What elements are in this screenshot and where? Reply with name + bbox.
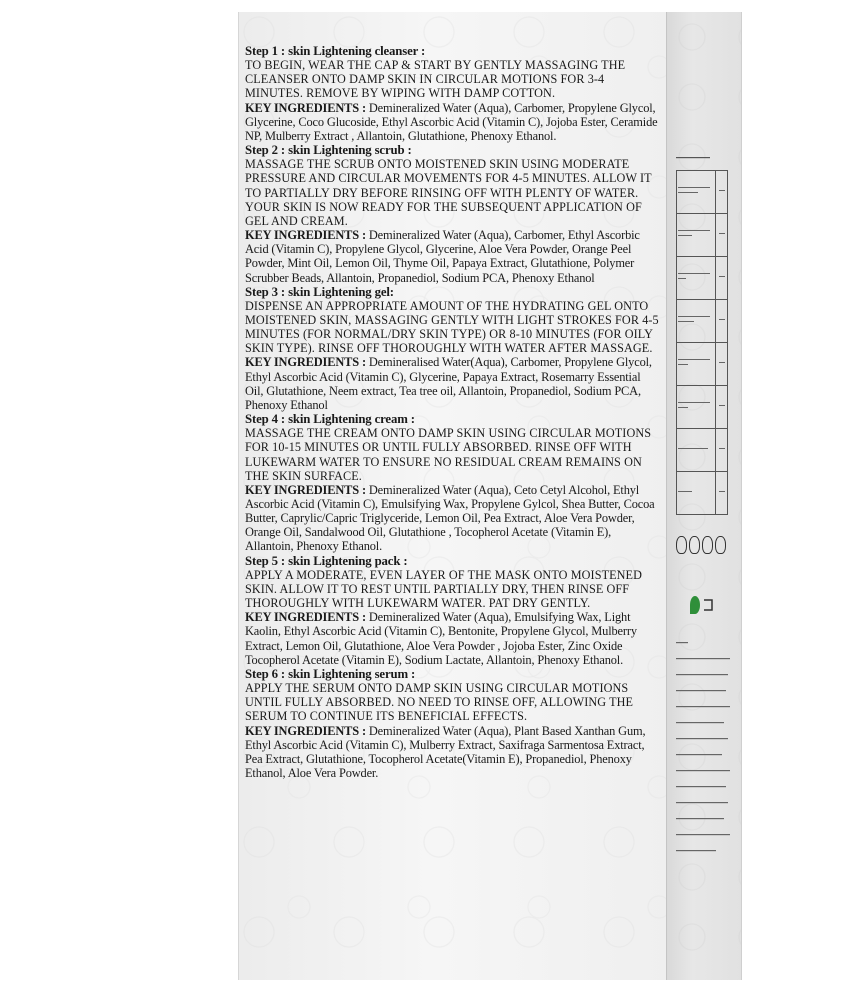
step-3-section: [245, 285, 660, 412]
side-fine-print: [676, 640, 732, 870]
step-6-section: [245, 667, 660, 780]
symbol-icon: [715, 536, 726, 554]
step-1-section: [245, 44, 660, 143]
ingredients-list: Demineralized Water (Aqua), Emulsifying Wax, Light Kaolin, Ethyl Ascorbic Acid (Vitamin C), Bentonite, Propylene Glycol, Mulberry Extract, Lemon Oil, Glutathione, Aloe Vera Powder , Jojoba Ester, Zinc Oxide Tocopherol Acetate (Vitamin E), Sodium Lactate, Allantoin, Phenoxy Ethanol.: [245, 610, 637, 667]
ingredients-list: Demineralized Water (Aqua), Ceto Cetyl Alcohol, Ethyl Ascorbic Acid (Vitamin C), Emulsifying Wax, Propylene Gylcol, Shea Butter, Cocoa Butter, Caprylic/Capric Triglyceride, Lemon Oil, Pea Extract, Aloe Vera Powder, Orange Oil, Sandalwood Oil, Glutathione , Tocopherol Acetate (Vitamin E), Allantoin, Phenoxy Ethanol.: [245, 482, 655, 554]
table-cell: [716, 257, 728, 300]
ingredients-label: KEY INGREDIENTS :: [245, 355, 366, 370]
ingredients-label: KEY INGREDIENTS :: [245, 482, 366, 497]
step-instructions: TO BEGIN, WEAR THE CAP & START BY GENTLY MASSAGING THE CLEANSER ONTO DAMP SKIN IN CIRCULAR MOTIONS FOR 3-4 MINUTES. REMOVE BY WIPING WITH DAMP COTTON.: [245, 58, 626, 101]
table-row: [677, 257, 728, 300]
leaf-icon: [690, 596, 700, 614]
table-cell: [716, 472, 728, 515]
recycle-icon: [690, 592, 720, 618]
table-row: [677, 472, 728, 515]
step-ingredients: [245, 724, 660, 781]
ingredients-label: KEY INGREDIENTS :: [245, 610, 366, 625]
step-instructions: MASSAGE THE CREAM ONTO DAMP SKIN USING CIRCULAR MOTIONS FOR 10-15 MINUTES OR UNTIL FULLY ABSORBED. RINSE OFF WITH LUKEWARM WATER TO ENSURE NO RESIDUAL CREAM REMAINS ON THE SKIN SURFACE.: [245, 426, 652, 483]
step-title: Step 4 : skin Lightening cream :: [245, 412, 415, 427]
table-cell: [677, 214, 716, 257]
table-cell: [716, 343, 728, 386]
side-header-fine-print: [676, 154, 726, 162]
directions-text: [245, 44, 660, 780]
recycle-mark-icon: [702, 597, 714, 613]
table-row: [677, 171, 728, 214]
symbol-icon: [676, 536, 687, 554]
ingredients-list: Demineralized Water (Aqua), Plant Based Xanthan Gum, Ethyl Ascorbic Acid (Vitamin C), Mulberry Extract, Saxifraga Sarmentosa Extract, Pea Extract, Glutathione, Tocopherol Acetate(Vitamin E), Propanediol, Phenoxy Ethanol, Aloe Vera Powder.: [245, 723, 646, 780]
step-instructions: MASSAGE THE SCRUB ONTO MOISTENED SKIN USING MODERATE PRESSURE AND CIRCULAR MOVEMENTS FOR 4-5 MINUTES. ALLOW IT TO PARTIALLY DRY BEFORE RINSING OFF WITH PLENTY OF WATER. YOUR SKIN IS NOW READY FOR THE SUBSEQUENT APPLICATION OF GEL AND CREAM.: [245, 157, 652, 228]
step-ingredients: [245, 355, 660, 412]
table-cell: [716, 386, 728, 429]
step-title: Step 2 : skin Lightening scrub :: [245, 143, 412, 158]
step-instructions: DISPENSE AN APPROPRIATE AMOUNT OF THE HYDRATING GEL ONTO MOISTENED SKIN, MASSAGING GENTLY WITH LIGHT STROKES FOR 4-5 MINUTES (FOR NORMAL/DRY SKIN TYPE) OR 8-10 MINUTES (FOR OILY SKIN TYPE). RINSE OFF THOROUGHLY WITH WATER AFTER MASSAGE.: [245, 298, 659, 356]
table-cell: [677, 429, 716, 472]
step-ingredients: [245, 228, 660, 285]
symbol-icon: [689, 536, 700, 554]
table-cell: [677, 300, 716, 343]
table-cell: [677, 343, 716, 386]
step-ingredients: [245, 101, 660, 143]
step-4-section: [245, 412, 660, 554]
table-cell: [716, 300, 728, 343]
table-cell: [677, 171, 716, 214]
step-5-section: [245, 554, 660, 667]
table-cell: [677, 472, 716, 515]
table-cell: [677, 386, 716, 429]
table-cell: [716, 214, 728, 257]
step-instructions: APPLY A MODERATE, EVEN LAYER OF THE MASK ONTO MOISTENED SKIN. ALLOW IT TO REST UNTIL PARTIALLY DRY, THEN RINSE OFF THOROUGHLY WITH LUKEWARM WATER. PAT DRY GENTLY.: [245, 567, 643, 611]
kit-contents-table: [676, 170, 728, 515]
care-symbols: [676, 534, 730, 556]
table-cell: [677, 257, 716, 300]
step-2-section: [245, 143, 660, 285]
ingredients-list: Demineralized Water (Aqua), Carbomer, Ethyl Ascorbic Acid (Vitamin C), Propylene Glycol, Glycerine, Aloe Vera Powder, Orange Peel Powder, Mint Oil, Lemon Oil, Thyme Oil, Papaya Extract, Glutathione, Polymer Scrubber Beads, Allantoin, Propanediol, Sodium PCA, Phenoxy Ethanol: [245, 228, 640, 285]
table-cell: [716, 429, 728, 472]
step-ingredients: [245, 610, 660, 667]
ingredients-label: KEY INGREDIENTS :: [245, 100, 366, 115]
table-row: [677, 429, 728, 472]
step-instructions: APPLY THE SERUM ONTO DAMP SKIN USING CIRCULAR MOTIONS UNTIL FULLY ABSORBED. NO NEED TO RINSE OFF, ALLOWING THE SERUM TO CONTINUE ITS BENEFICIAL EFFECTS.: [245, 681, 634, 724]
step-ingredients: [245, 483, 660, 554]
table-row: [677, 300, 728, 343]
ingredients-label: KEY INGREDIENTS :: [245, 723, 366, 738]
step-title: Step 6 : skin Lightening serum :: [245, 666, 416, 681]
table-row: [677, 386, 728, 429]
ingredients-label: KEY INGREDIENTS :: [245, 228, 366, 243]
ingredients-list: Demineralised Water(Aqua), Carbomer, Propylene Glycol, Ethyl Ascorbic Acid (Vitamin C), Glycerine, Papaya Extract, Rosemarry Essential Oil, Glutathione, Neem extract, Tea tree oil, Allantoin, Propanediol, Sodium PCA, Phenoxy Ethanol: [245, 355, 652, 412]
symbol-icon: [702, 536, 713, 554]
table-row: [677, 343, 728, 386]
ingredients-list: Demineralized Water (Aqua), Carbomer, Propylene Glycol, Glycerine, Coco Glucoside, Ethyl Ascorbic Acid (Vitamin C), Jojoba Ester, Ceramide NP, Mulberry Extract , Allantoin, Glutathione, Phenoxy Ethanol.: [245, 100, 658, 143]
step-title: Step 1 : skin Lightening cleanser :: [245, 44, 426, 58]
step-title: Step 3 : skin Lightening gel:: [245, 284, 394, 299]
step-title: Step 5 : skin Lightening pack :: [245, 553, 408, 568]
table-cell: [716, 171, 728, 214]
table-row: [677, 214, 728, 257]
